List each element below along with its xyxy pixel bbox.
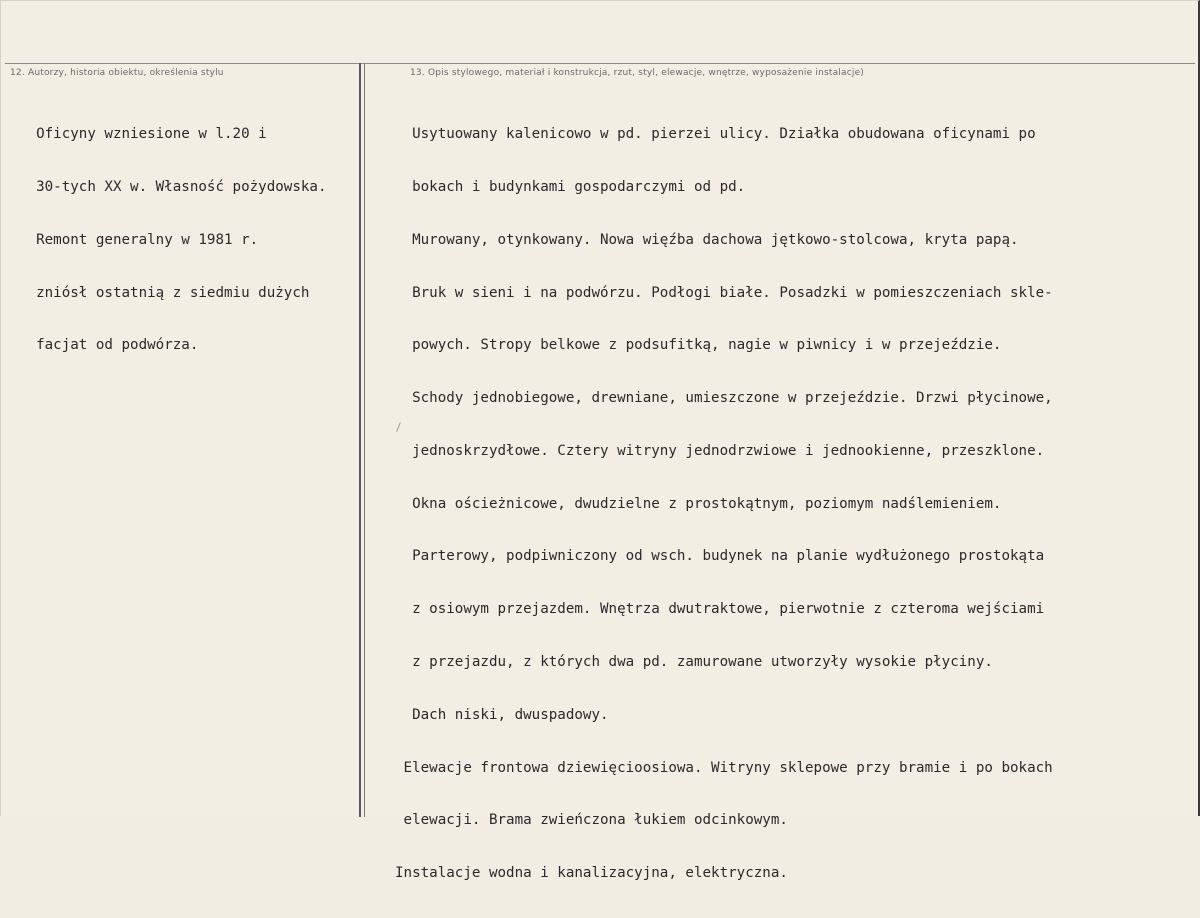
field-label-description: 13. Opis stylowego, materiał i konstrukcja, rzut, styl, elewacje, wnętrze, wyposażenie instalacje) <box>410 68 865 78</box>
column-divider-inner <box>364 63 365 817</box>
history-line: 30-tych XX w. Własność pożydowska. <box>19 178 327 195</box>
description-line: Murowany, otynkowany. Nowa więźba dachowa jętkowo-stolcowa, kryta papą. <box>395 231 1019 248</box>
field-label-authors-history: 12. Autorzy, historia obiektu, określenia stylu <box>10 68 224 78</box>
description-line: Usytuowany kalenicowo w pd. pierzei ulicy. Działka obudowana oficynami po <box>395 126 1036 143</box>
description-line: Bruk w sieni i na podwórzu. Podłogi białe. Posadzki w pomieszczeniach skle- <box>395 284 1053 301</box>
history-line: zniósł ostatnią z siedmiu dużych <box>19 284 310 301</box>
description-line: Schody jednobiegowe, drewniane, umieszczone w przejeździe. Drzwi płycinowe, <box>395 390 1053 407</box>
description-line: elewacji. Brama zwieńczona łukiem odcinkowym. <box>395 812 788 829</box>
description-line: jednoskrzydłowe. Cztery witryny jednodrzwiowe i jednookienne, przeszklone. <box>395 442 1045 459</box>
history-line: Oficyny wzniesione w l.20 i <box>19 126 267 143</box>
description-line: z osiowym przejazdem. Wnętrza dwutraktowe, pierwotnie z czteroma wejściami <box>395 601 1045 618</box>
description-line: z przejazdu, z których dwa pd. zamurowane utworzyły wysokie płyciny. <box>395 654 993 670</box>
description-line: Elewacje frontowa dziewięcioosiowa. Witryny sklepowe przy bramie i po bokach <box>395 759 1053 776</box>
description-line: bokach i budynkami gospodarczymi od pd. <box>395 178 746 195</box>
description-line: Dach niski, dwuspadowy. <box>395 706 609 723</box>
history-line: facjat od podwórza. <box>19 337 199 354</box>
history-line: Remont generalny w 1981 r. <box>19 231 259 248</box>
description-line: Instalacje wodna i kanalizacyjna, elektryczna. <box>395 865 788 882</box>
description-line: Parterowy, podpiwniczony od wsch. budynek na planie wydłużonego prostokąta <box>395 548 1045 565</box>
history-text <box>19 91 327 390</box>
description-text <box>395 91 1053 918</box>
description-line: powych. Stropy belkowe z podsufitką, nagie w piwnicy i w przejeździe. <box>395 337 1002 354</box>
header-rule <box>5 63 1195 64</box>
description-line: Okna ościeżnicowe, dwudzielne z prostokątnym, poziomym nadślemieniem. <box>395 495 1002 512</box>
column-divider <box>359 63 361 817</box>
